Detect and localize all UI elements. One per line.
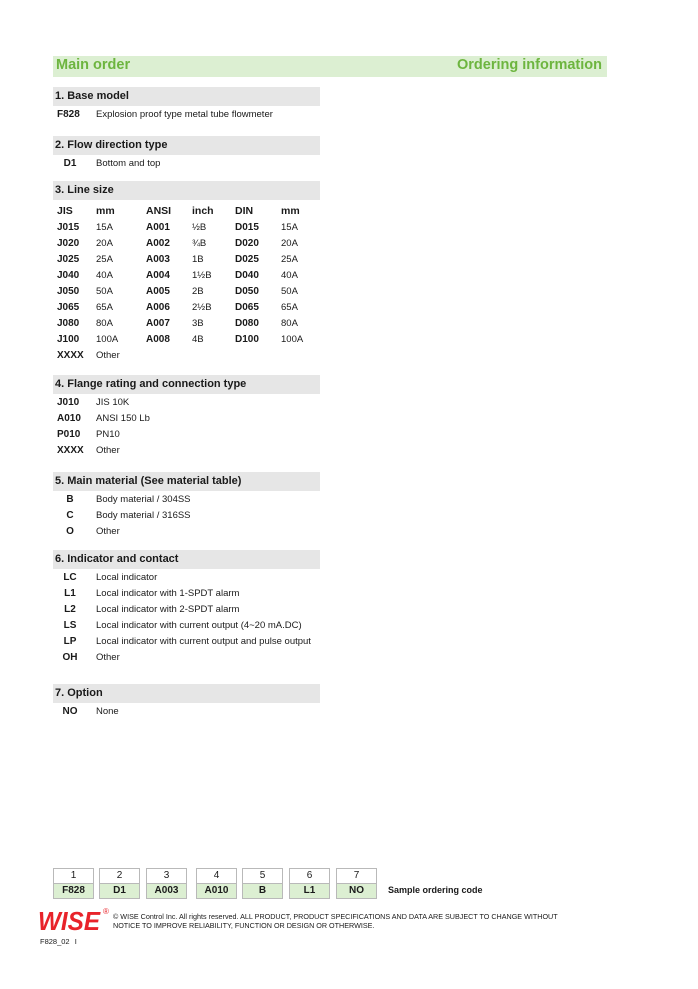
line-size-cell: 2B [192,286,204,297]
code: L1 [64,588,76,599]
registered-mark: ® [103,907,109,916]
line-size-cell: A007 [146,318,170,329]
code: LP [63,636,77,647]
line-size-cell: J040 [57,270,80,281]
col-header-din: DIN [235,205,254,217]
sample-position-number: 2 [99,868,140,883]
line-size-cell: 1B [192,254,204,265]
col-header-jis: JIS [57,205,73,217]
line-size-cell: 25A [96,254,113,265]
legal-line-2: NOTICE TO IMPROVE RELIABILITY, FUNCTION OR DESIGN OR OTHERWISE. [113,921,375,930]
line-size-cell: ¾B [192,238,207,249]
code: B [66,494,74,505]
sample-position-value: A003 [146,883,187,899]
line-size-cell: 2½B [192,302,212,313]
desc: PN10 [96,429,120,440]
page-number [40,937,77,946]
line-size-cell: A005 [146,286,170,297]
line-size-cell: 65A [281,302,298,313]
line-size-cell: J100 [57,334,80,345]
line-size-cell: D100 [235,334,259,345]
logo-text: WISE [38,906,101,935]
line-size-cell: 25A [281,254,298,265]
sample-position-number: 1 [53,868,94,883]
sample-position-number: 5 [242,868,283,883]
section-option: 7. Option [53,684,320,703]
desc: Other [96,526,120,537]
line-size-cell: 40A [96,270,113,281]
page-code: F828_02 [40,937,70,946]
line-size-cell: 80A [281,318,298,329]
section-flow-direction: 2. Flow direction type [53,136,320,155]
sample-position-number: 4 [196,868,237,883]
sample-position-value: L1 [289,883,330,899]
desc: JIS 10K [96,397,130,408]
section-line-size: 3. Line size [53,181,320,200]
desc: Local indicator with current output and pulse output [96,636,311,647]
legal-line-1: © WISE Control Inc. All rights reserved. ALL PRODUCT, PRODUCT SPECIFICATIONS AND DATA ARE SUBJECT TO CHANGE WITHOUT [113,912,558,921]
line-size-cell: D025 [235,254,259,265]
page-banner [53,56,607,77]
desc: Local indicator with 1-SPDT alarm [96,588,240,599]
sample-position-number: 6 [289,868,330,883]
section-flange: 4. Flange rating and connection type [53,375,320,394]
sample-position-value: NO [336,883,377,899]
line-size-cell: 15A [281,222,298,233]
line-size-cell: D065 [235,302,259,313]
code: L2 [64,604,76,615]
line-size-cell: 20A [281,238,298,249]
desc: Local indicator [96,572,158,583]
sample-position-value: F828 [53,883,94,899]
line-size-cell: 3B [192,318,204,329]
line-size-cell: J050 [57,286,80,297]
desc: Local indicator with current output (4~20 mA.DC) [96,620,302,631]
desc: Other [96,350,120,361]
line-size-cell: J025 [57,254,80,265]
line-size-cell: D080 [235,318,259,329]
wise-logo [37,905,111,935]
line-size-cell: A006 [146,302,170,313]
line-size-cell: J015 [57,222,80,233]
line-size-cell: D015 [235,222,259,233]
sample-position-number: 7 [336,868,377,883]
line-size-cell: D020 [235,238,259,249]
line-size-cell: 100A [281,334,304,345]
line-size-cell: 65A [96,302,113,313]
sample-position-number: 3 [146,868,187,883]
code: O [66,526,74,537]
code: NO [62,706,78,717]
line-size-cell: J080 [57,318,80,329]
line-size-cell: 15A [96,222,113,233]
code: J010 [57,397,80,408]
code: A010 [57,413,81,424]
banner-title-right: Ordering information [457,57,602,73]
code: XXXX [57,445,84,456]
code: F828 [57,109,80,120]
col-header-mm: mm [96,205,115,217]
line-size-cell: 50A [96,286,113,297]
code: OH [62,652,78,663]
desc: Bottom and top [96,158,161,169]
section-indicator: 6. Indicator and contact [53,550,320,569]
banner-title-left: Main order [56,57,131,73]
line-size-cell: 4B [192,334,204,345]
line-size-cell: 80A [96,318,113,329]
col-header-inch: inch [192,205,214,217]
desc: Body material / 304SS [96,494,191,505]
desc: Body material / 316SS [96,510,191,521]
line-size-cell: A001 [146,222,170,233]
line-size-cell: D040 [235,270,259,281]
desc: ANSI 150 Lb [96,413,150,424]
code: XXXX [57,350,84,361]
desc: Explosion proof type metal tube flowmeter [96,109,273,120]
line-size-cell: A003 [146,254,170,265]
line-size-cell: 40A [281,270,298,281]
code: C [66,510,74,521]
desc: None [96,706,119,717]
col-header-mm-din: mm [281,205,300,217]
desc: Other [96,445,120,456]
code: LC [63,572,77,583]
sample-label: Sample ordering code [388,885,483,895]
desc: Local indicator with 2-SPDT alarm [96,604,240,615]
line-size-cell: ½B [192,222,207,233]
line-size-cell: 100A [96,334,119,345]
line-size-cell: 50A [281,286,298,297]
section-material: 5. Main material (See material table) [53,472,320,491]
page-separator: I [74,937,77,946]
desc: Other [96,652,120,663]
line-size-cell: 1½B [192,270,212,281]
code: P010 [57,429,81,440]
line-size-cell: A002 [146,238,170,249]
legal-notice [113,912,593,930]
sample-position-value: D1 [99,883,140,899]
line-size-cell: J020 [57,238,80,249]
col-header-ansi: ANSI [146,205,172,217]
code: LS [63,620,77,631]
line-size-cell: 20A [96,238,113,249]
line-size-cell: A008 [146,334,170,345]
line-size-cell: J065 [57,302,80,313]
line-size-cell: D050 [235,286,259,297]
section-base-model: 1. Base model [53,87,320,106]
line-size-cell: A004 [146,270,170,281]
code: D1 [63,158,77,169]
sample-position-value: B [242,883,283,899]
sample-position-value: A010 [196,883,237,899]
